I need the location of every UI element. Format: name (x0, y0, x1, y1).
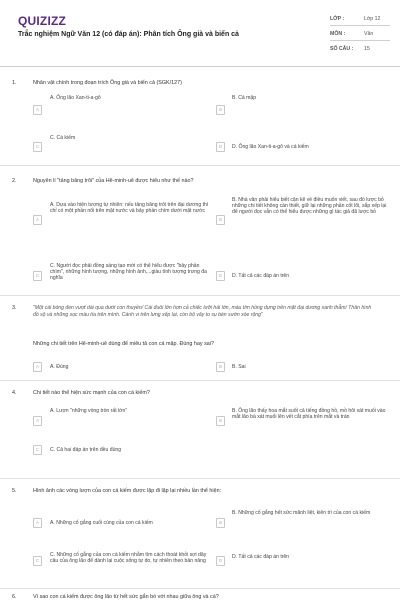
option-d: D. Tất cả các đáp án trên (232, 554, 290, 560)
meta-divider (330, 40, 390, 41)
question-separator (0, 588, 400, 589)
answer-box-a[interactable]: A (33, 215, 42, 225)
option-b: B. Nhà văn phải hiểu biết cặn kẽ về điều muốn viết, sau đó lược bỏ những chi tiết không cần thiết, giữ lại những phần cốt lõi, sắp xếp lại để người đọc vẫn có thể hiểu được những gì tác giả đã lược bỏ (232, 197, 387, 216)
question-number: 4. (12, 390, 17, 396)
quoted-passage: "Một cái bóng đen vượt dài qua dưới con thuyền/ Cái đuôi lớn hơn cả chiếc lưỡi hái lớn, màu tím hồng dựng trên mặt đại dương xanh thẫm/ Thân hình đồ sộ và những sọc màu tía trên mình. Cánh vi trên lưng xếp lại, còn bộ vây to sụ bèn sườn xòe rộng" (33, 305, 372, 318)
option-a: A. Ông lão Xan-ti-a-gô (50, 95, 101, 101)
question-separator (0, 165, 400, 166)
answer-box-b[interactable]: B (216, 362, 225, 372)
question-text: Vì sao con cá kiếm được ông lão từ hết sức gắn bó với nhau giữa ông và cá? (33, 594, 219, 600)
option-a: A. Dựa vào hiện tượng tự nhiên: nếu tảng băng trôi trên đại dương thì chỉ có một phần nổi trên mặt nước và bảy phần chìm dưới mặt nước (50, 202, 209, 215)
answer-box-c[interactable]: C (33, 271, 42, 281)
header-divider (0, 66, 400, 67)
meta-subject-label: MÔN : (330, 31, 346, 37)
meta-grade-value: Lớp 12 (364, 16, 381, 22)
question-number: 3. (12, 305, 17, 311)
question-number: 6. (12, 594, 17, 600)
option-c: C. Những cố gắng của con cá kiếm nhằm tìm cách thoát khỏi sợi dây câu của ông lão để dành lại cuộc sống tự do, tự nhiên theo bản năng (50, 552, 207, 565)
option-c: C. Người đọc phải đồng sáng tạo mới có thể hiểu được "bảy phần chìm", những hình tượng, những hình ảnh,...giàu tính tượng trưng đa nghĩa (50, 263, 207, 282)
option-a: A. Đúng (50, 364, 69, 370)
question-text: Nhân vật chính trong đoạn trích Ông già và biển cả (SGK/127) (33, 80, 182, 86)
question-text: Hình ảnh các vòng lượn của con cá kiếm được lặp đi lặp lại nhiều lần thể hiện: (33, 488, 222, 494)
page-title: Trắc nghiệm Ngữ Văn 12 (có đáp án): Phân tích Ông già và biển cả (18, 31, 239, 38)
meta-count-value: 15 (364, 46, 370, 52)
question-separator (0, 380, 400, 381)
question-number: 5. (12, 488, 17, 494)
option-d: D. Ông lão Xan-ti-a-gô và cá kiếm (232, 144, 309, 150)
answer-box-b[interactable]: B (216, 518, 225, 528)
answer-box-a[interactable]: A (33, 416, 42, 426)
option-c: C. Cá kiếm (50, 135, 76, 141)
answer-box-a[interactable]: A (33, 518, 42, 528)
quizizz-logo: QUIZIZZ (18, 14, 67, 28)
question-text: Những chi tiết trên Hê-minh-uê dùng để miêu tả con cá mập. Đúng hay sai? (33, 341, 214, 347)
answer-box-c[interactable]: C (33, 556, 42, 566)
option-b: B. Ông lão thấy hoa mắt suốt cả tiếng đồng hồ, mồ hôi xát muối vào mắt lão bà xát muối lên vết cắt phía trên mắt và trán (232, 408, 386, 421)
question-text: Nguyên lí "tảng băng trôi" của Hê-minh-uê được hiểu như thế nào? (33, 178, 194, 184)
option-a: A. Những cố gắng cuối cùng của con cá kiếm (50, 520, 153, 526)
answer-box-c[interactable]: C (33, 142, 42, 152)
question-number: 2. (12, 178, 17, 184)
answer-box-b[interactable]: B (216, 215, 225, 225)
option-d: D. Tất cả các đáp án trên (232, 273, 290, 279)
meta-grade-label: LỚP : (330, 16, 345, 22)
question-text: Chi tiết nào thể hiện sức mạnh của con cá kiếm? (33, 390, 150, 396)
answer-box-c[interactable]: C (33, 445, 42, 455)
answer-box-d[interactable]: D (216, 556, 225, 566)
option-b: B. Những cố gắng hết sức mãnh liệt, kiên trì của con cá kiếm (232, 510, 371, 516)
option-c: C. Cả hai đáp án trên đều đúng (50, 447, 122, 453)
option-b: B. Cá mập (232, 95, 257, 101)
answer-box-a[interactable]: A (33, 105, 42, 115)
meta-count-label: SỐ CÂU : (330, 46, 354, 52)
option-a: A. Lượn "những vòng tròn rất lớn" (50, 408, 128, 414)
answer-box-b[interactable]: B (216, 416, 225, 426)
question-separator (0, 295, 400, 296)
question-separator (0, 478, 400, 479)
option-b: B. Sai (232, 364, 246, 370)
answer-box-a[interactable]: A (33, 362, 42, 372)
answer-box-b[interactable]: B (216, 105, 225, 115)
meta-divider (330, 25, 390, 26)
question-number: 1. (12, 80, 17, 86)
answer-box-d[interactable]: D (216, 271, 225, 281)
meta-subject-value: Văn (364, 31, 374, 37)
answer-box-d[interactable]: D (216, 142, 225, 152)
worksheet-header (0, 0, 400, 66)
